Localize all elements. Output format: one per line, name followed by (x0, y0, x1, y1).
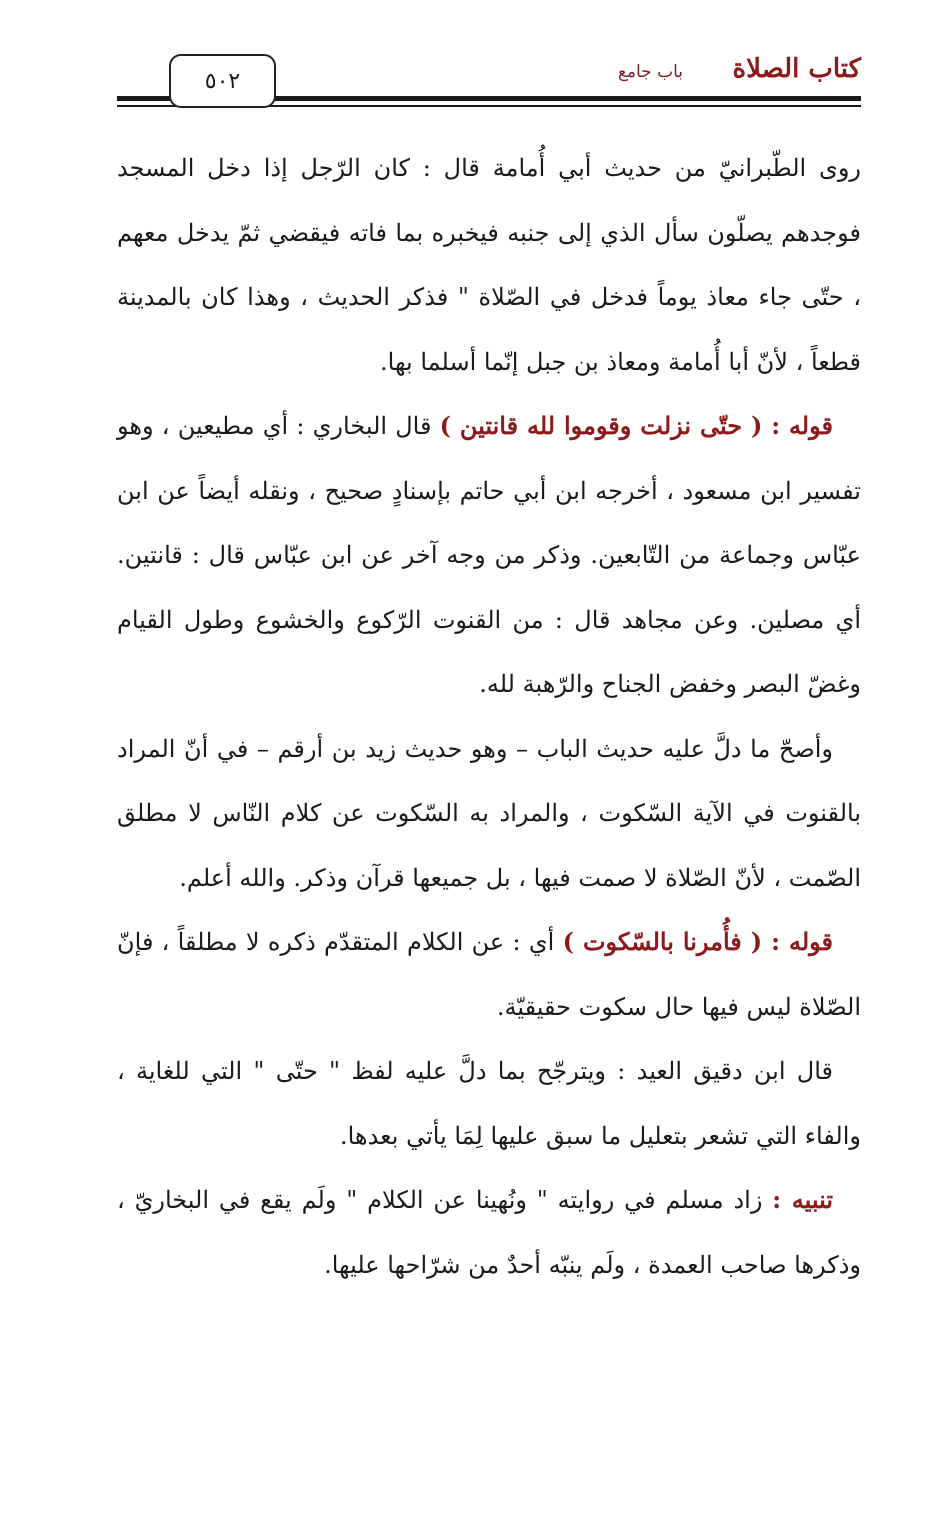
page-header (117, 50, 861, 112)
paragraph-asahh (117, 717, 861, 911)
paragraph-tabarani (117, 136, 861, 394)
page-body (117, 136, 861, 1297)
quote-label: قوله : ( فأُمرنا بالسّكوت ) (562, 927, 833, 956)
book-title: كتاب الصلاة (732, 54, 861, 84)
quote-label: قوله : ( حتّى نزلت وقوموا لله قانتين ) (439, 411, 833, 440)
chapter-title: باب جامع (617, 62, 683, 82)
paragraph-ibn-daqiq (117, 1039, 861, 1168)
paragraph-text: قال ابن دقيق العيد : ويترجّح بما دلَّ عليه لفظ " حتّى " التي للغاية ، والفاء التي تشعر بتعليل ما سبق عليها لِمَا يأتي بعدها. (117, 1057, 861, 1150)
paragraph-text: وأصحّ ما دلَّ عليه حديث الباب – وهو حديث زيد بن أرقم – في أنّ المراد بالقنوت في الآية السّكوت ، والمراد به السّكوت عن كلام النّاس لا مطلق الصّمت ، لأنّ الصّلاة لا صمت فيها ، بل جميعها قرآن وذكر. والله أعلم. (117, 734, 861, 892)
paragraph-tanbih (117, 1168, 861, 1297)
paragraph-text: روى الطّبرانيّ من حديث أبي أُمامة قال : كان الرّجل إذا دخل المسجد فوجدهم يصلّون سأل الذي إلى جنبه فيخبره بما فاته فيقضي ثمّ يدخل معهم ، حتّى جاء معاذ يوماً فدخل في الصّلاة " فذكر الحديث ، وهذا كان بالمدينة قطعاً ، لأنّ أبا أُمامة ومعاذ بن جبل إنّما أسلما بها. (117, 154, 861, 376)
paragraph-text: أي : عن الكلام المتقدّم ذكره لا مطلقاً ، فإنّ الصّلاة ليس فيها حال سكوت حقيقيّة. (117, 928, 861, 1021)
paragraph-qanitin (117, 394, 861, 717)
paragraph-text: زاد مسلم في روايته " ونُهينا عن الكلام " ولَم يقع في البخاريّ ، وذكرها صاحب العمدة ، ولَم ينبّه أحدٌ من شرّاحها عليها. (117, 1186, 861, 1279)
note-label: تنبيه : (772, 1185, 833, 1214)
paragraph-sukut (117, 910, 861, 1039)
page-number: ٥٠٢ (169, 54, 276, 108)
paragraph-text: قال البخاري : أي مطيعين ، وهو تفسير ابن مسعود ، أخرجه ابن أبي حاتم بإسنادٍ صحيح ، ونقله أيضاً عن ابن عبّاس وجماعة من التّابعين. وذكر من وجه آخر عن ابن عبّاس قال : قانتين. أي مصلين. وعن مجاهد قال : من القنوت الرّكوع والخشوع وطول القيام وغضّ البصر وخفض الجناح والرّهبة لله. (117, 412, 861, 698)
